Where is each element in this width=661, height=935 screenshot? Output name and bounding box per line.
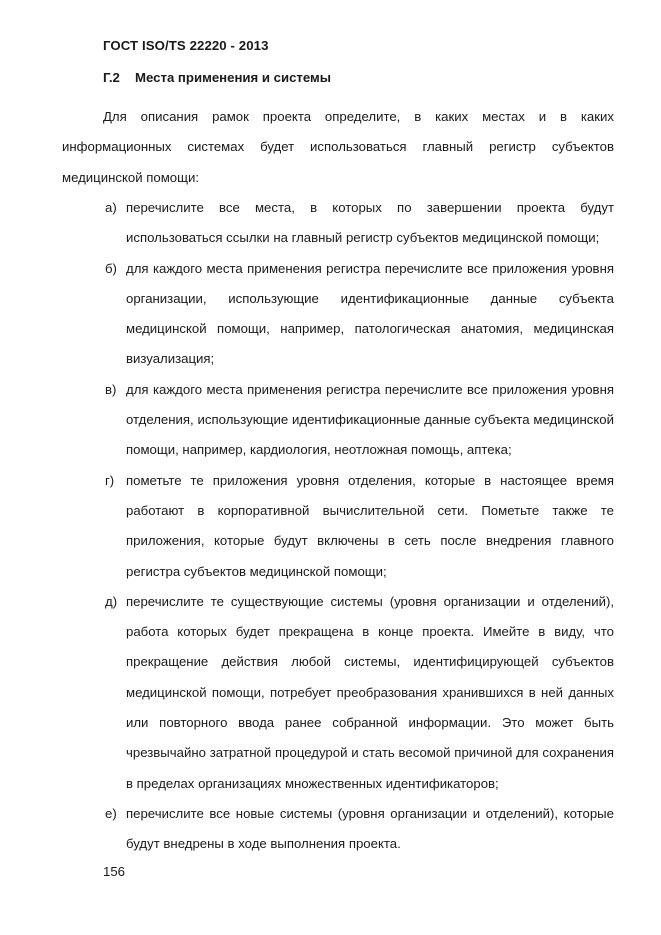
- list-item-marker: е): [105, 805, 117, 821]
- list-item: [62, 375, 614, 466]
- intro-paragraph: Для описания рамок проекта определите, в каких местах и в каких информационных системах будет использоваться главный регистр субъектов медицинской помощи:: [62, 109, 614, 185]
- list-item: [62, 466, 614, 587]
- list-item-marker: д): [105, 593, 118, 609]
- list-item-text: перечислите все новые системы (уровня организации и отделений), которые будут внедрены в ходе выполнения проекта.: [126, 805, 614, 852]
- list-item-text: пометьте те приложения уровня отделения, которые в настоящее время работают в корпоративной вычислительной сети. Пометьте также те приложения, которые будут включены в сеть после внедрения главного регистра субъектов медицинской помощи;: [126, 472, 614, 579]
- section-title-text: Места применения и системы: [135, 70, 332, 85]
- list-item-text: для каждого места применения регистра перечислите все приложения уровня отделения, использующие идентификационные данные субъекта медицинской помощи, например, кардиология, неотложная помощь, аптека;: [126, 381, 614, 458]
- list-item: [62, 254, 614, 375]
- list-item-marker: б): [105, 260, 117, 276]
- list-item: [62, 193, 614, 254]
- list-item-marker: в): [105, 381, 117, 397]
- section-heading: [103, 70, 331, 85]
- list-item-text: перечислите те существующие системы (уровня организации и отделений), работа которых будет прекращена в конце проекта. Имейте в виду, что прекращение действия любой системы, идентифицирующей субъектов медицинской помощи, потребует преобразования хранившихся в ней данных или повторного ввода ранее собранной информации. Это может быть чрезвычайно затратной процедурой и стать весомой причиной для сохранения в пределах организациях множественных идентификаторов;: [126, 593, 614, 791]
- list-item-marker: а): [105, 200, 117, 215]
- list-item: [62, 799, 614, 860]
- page-number: 156: [103, 864, 126, 879]
- list-item-marker: г): [105, 472, 115, 488]
- document-header: ГОСТ ISO/TS 22220 - 2013: [103, 38, 269, 53]
- list-item: [62, 587, 614, 799]
- list-item-text: для каждого места применения регистра перечислите все приложения уровня организации, использующие идентификационные данные субъекта медицинской помощи, например, патологическая анатомия, медицинская визуализация;: [126, 260, 614, 367]
- section-number: Г.2: [103, 70, 120, 85]
- list-item-text: перечислите все места, в которых по завершении проекта будут использоваться ссылки на главный регистр субъектов медицинской помощи;: [126, 200, 614, 246]
- requirements-list: [62, 193, 614, 860]
